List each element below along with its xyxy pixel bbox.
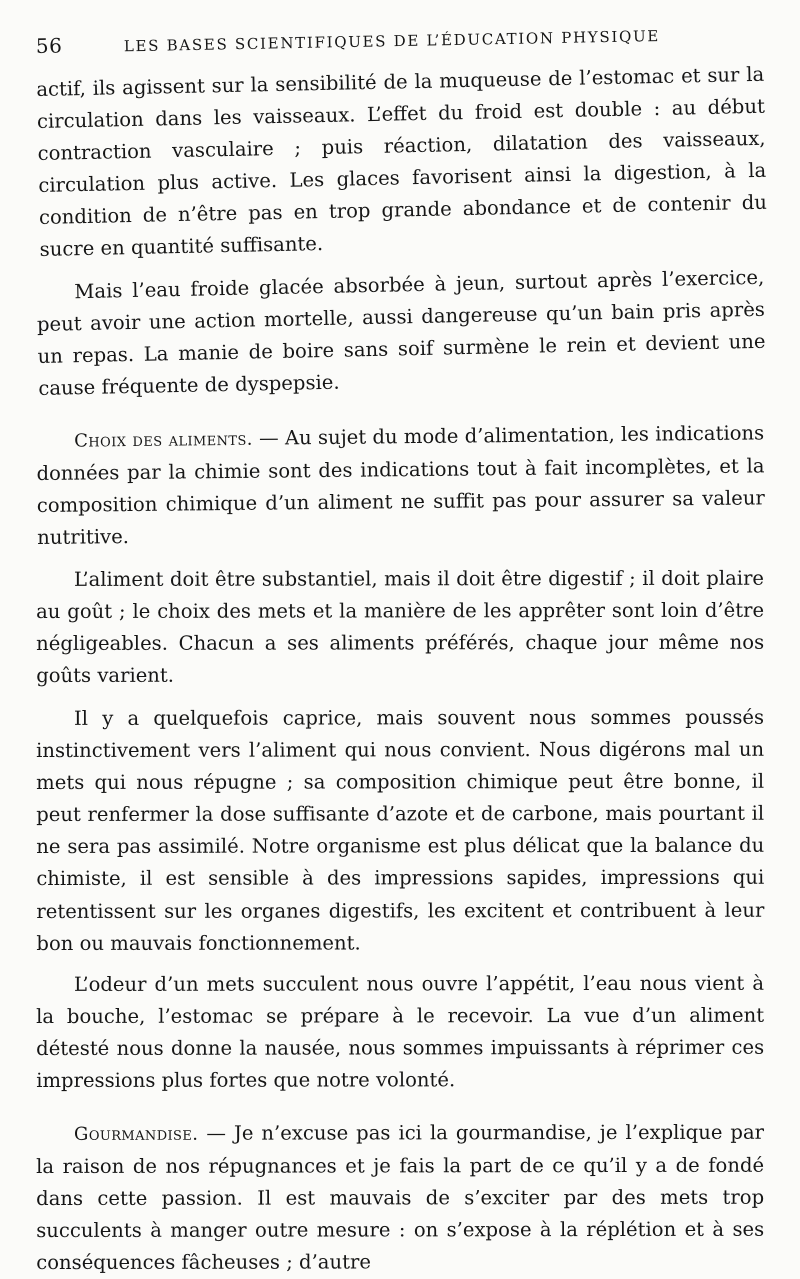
section-lead-choix-des-aliments: Choix des aliments. [74,428,253,452]
body-text [36,62,768,1279]
paragraph-5: Il y a quelquefois caprice, mais souvent nous sommes poussés instinctivement vers l’aliment qui nous convient. Nous digérons mal un mets qui nous répugne ; sa composition chimique peut être bonne, il peut renfermer la dose suffisante d’azote et de carbone, mais pourtant il ne sera pas assimilé. Notre organisme est plus délicat que la balance du chimiste, il est sensible à des impressions sapides, impressions qui retentissent sur les organes digestifs, les excitent et contribuent à leur bon ou mauvais fonctionnement. [36,705,765,955]
paragraph-2: Mais l’eau froide glacée absorbée à jeun, surtout après l’exercice, peut avoir une action mortelle, aussi dangereuse qu’un bain pris après un repas. La manie de boire sans soif surmène le rein et devient une cause fréquente de dyspepsie. [36,265,766,400]
paragraph-choix-des-aliments [36,417,765,554]
paragraph-6: L’odeur d’un mets succulent nous ouvre l’appétit, l’eau nous vient à la bouche, l’estomac se prépare à le recevoir. La vue d’un aliment détesté nous donne la nausée, nous sommes impuissants à réprimer ces impressions plus fortes que notre volonté. [36,972,765,1093]
section-lead-gourmandise: Gourmandise. [74,1123,199,1145]
paragraph-4: L’aliment doit être substantiel, mais il doit être digestif ; il doit plaire au goût ; le choix des mets et la manière de les apprêter sont loin d’être négligeables. Chacun a ses aliments préférés, chaque jour même nos goûts varient. [36,567,765,688]
paragraph-1: actif, ils agissent sur la sensibilité de la muqueuse de l’estomac et sur la circulation dans les vaisseaux. L’effet du froid est double : au début contraction vasculaire ; puis réaction, dilatation des vaisseaux, circulation plus active. Les glaces favorisent ainsi la digestion, à la condition de n’être pas en trop grande abondance et de contenir du sucre en quantité suffisante. [36,62,768,262]
running-head: LES BASES SCIENTIFIQUES DE L’ÉDUCATION PHYSIQUE [123,27,661,56]
page-number: 56 [35,33,63,58]
section-text-choix-des-aliments: — Au sujet du mode d’alimentation, les indications données par la chimie sont des indications tout à fait incomplètes, et la composition chimique d’un aliment ne suffit pas pour assurer sa valeur nutritive. [36,421,765,550]
paragraph-gourmandise [36,1117,764,1279]
section-text-gourmandise: — Je n’excuse pas ici la gourmandise, je l’explique par la raison de nos répugnances et je fais la part de ce qu’il y a de fondé dans cette passion. Il est mauvais de s’exciter par des mets trop succulents à manger outre mesure : on s’expose à la réplétion et à ses conséquences fâcheuses ; d’autre [36,1120,765,1275]
